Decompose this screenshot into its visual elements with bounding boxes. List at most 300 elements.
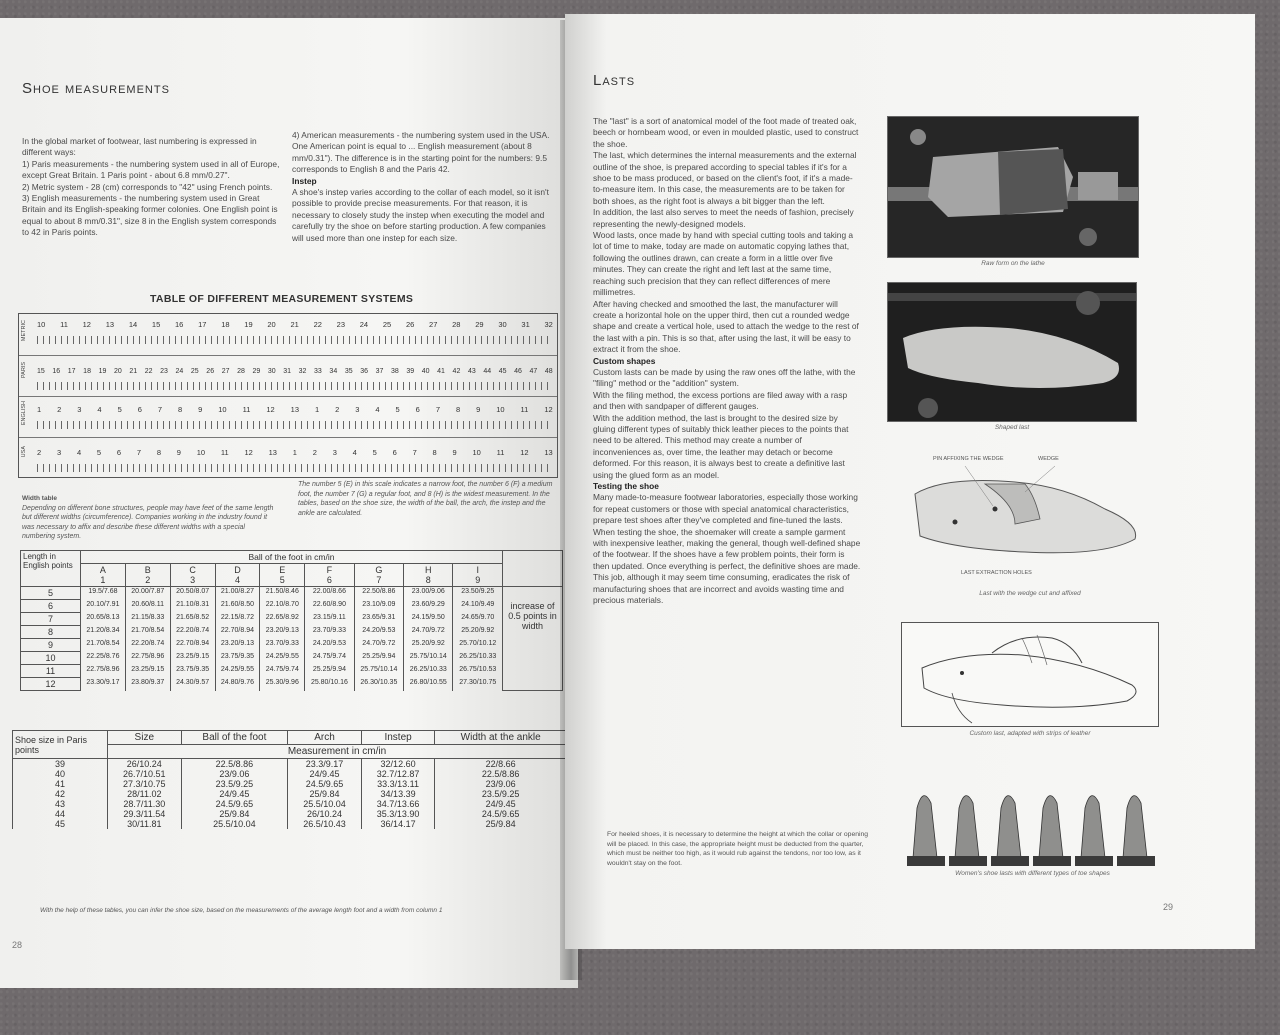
table-cell: 23.60/9.29	[404, 600, 453, 613]
table-cell: 21.70/8.54	[81, 639, 126, 652]
table-cell: 24.70/9.72	[404, 626, 453, 639]
scale-number: 48	[544, 368, 553, 375]
intro-paragraph: 3) English measurements - the numbering system used in Great Britain and its English-speaking former colonies. One English point is equal to about 8 mm/0.31", size 8 in the English system corresponds to 42 in Paris points.	[22, 193, 278, 238]
scale-number: 3	[56, 448, 62, 457]
scale-number: 35	[344, 368, 353, 375]
table-cell: 26/10.24	[108, 759, 182, 770]
scale-number: 20	[113, 368, 122, 375]
scale-number: 7	[157, 405, 163, 414]
table-cell: 24/9.45	[288, 769, 362, 779]
table-cell: 21.60/8.50	[215, 600, 260, 613]
table-cell: 23.75/9.35	[170, 665, 215, 678]
scale-label: PARIS	[21, 362, 27, 379]
intro-paragraph: 1) Paris measurements - the numbering system used in all of Europe, except Great Britain. 1 Paris point - about 6.8 mm/0.27".	[22, 158, 280, 181]
table-cell: 24.20/9.53	[354, 626, 403, 639]
table-cell: 24.65/9.70	[453, 613, 503, 626]
scale-number: 10	[37, 320, 46, 329]
table-cell: 26.30/10.35	[354, 678, 403, 691]
paragraph: Many made-to-measure footwear laboratories, especially those working for repeat customers or those with special anatomical characteristics, prepare test shoes after they've completed and fine-tuned the lasts. When testing the shoe, the shoemaker will create a sample garment with inexpensive leather, making the general, though well-defined shape of the footwear. If the shoes have a few problem points, their form is then updated. Once everything is perfect, the definitive shoes are made.	[593, 492, 861, 571]
row-length: 10	[21, 652, 81, 665]
table-cell: 21.20/8.34	[81, 626, 126, 639]
table-cell: 21.10/8.31	[170, 600, 215, 613]
scale-number: 6	[137, 405, 142, 414]
table-cell: 22.70/8.94	[215, 626, 260, 639]
scale-number: 8	[455, 405, 461, 414]
table-cell: 25.70/10.12	[453, 639, 503, 652]
scale-number: 40	[421, 368, 430, 375]
scale-number: 24	[175, 368, 184, 375]
scale-number: 30	[498, 320, 507, 329]
table-cell: 25/9.84	[435, 819, 567, 829]
scale-number: 10	[472, 448, 481, 457]
scale-number: 45	[498, 368, 507, 375]
table-cell: 24.80/9.76	[215, 678, 260, 691]
column-header: C 3	[170, 564, 215, 587]
column-header: A 1	[81, 564, 126, 587]
column-header: H 8	[404, 564, 453, 587]
table-cell: 24.25/9.55	[260, 652, 305, 665]
table-cell: 30/11.81	[108, 819, 182, 829]
width-table-label: Width table	[22, 495, 57, 502]
table-cell: 23.65/9.31	[354, 613, 403, 626]
paragraph: Wood lasts, once made by hand with special cutting tools and taking a lot of time to make, today are made on automatic copying lathes that, following the outlines drawn, can create a form in a little over five minutes. They can create the right and left last at the same time, reaching such precision that they can reflect differences of mere millimetres.	[593, 230, 854, 298]
scale-number: 31	[521, 320, 530, 329]
intro-paragraph: In the global market of footwear, last numbering is expressed in different ways:	[22, 136, 257, 158]
width-note-text: Depending on different bone structures, people may have feet of the same length but different widths (circumference). Companies working in the industry found it was necessary to affix and describe these different widths with a special numbering system.	[22, 504, 274, 540]
wedge-last-drawing	[905, 464, 1155, 574]
table-cell: 26.25/10.33	[453, 652, 503, 665]
custom-last-drawing	[901, 622, 1159, 727]
scale-number: 7	[435, 405, 440, 414]
table-header: Ball of the foot	[181, 731, 288, 745]
table-cell: 45	[13, 819, 108, 829]
lathe-caption: Raw form on the lathe	[981, 260, 1045, 267]
scale-number: 13	[544, 448, 553, 457]
left-page-title: Shoe measurements	[22, 80, 170, 97]
table-cell: 22/8.66	[435, 759, 567, 770]
scale-number: 12	[544, 405, 553, 414]
table-cell: 43	[13, 799, 108, 809]
column-header: G 7	[354, 564, 403, 587]
scale-number: 34	[329, 368, 338, 375]
table-cell: 24.5/9.65	[288, 779, 362, 789]
scale-ticks	[37, 336, 553, 344]
table-cell: 22.25/8.76	[81, 652, 126, 665]
table-cell: 23.3/9.17	[288, 759, 362, 770]
paragraph: In addition, the last also serves to meet the needs of fashion, precisely representing the newly-designed models.	[593, 207, 854, 229]
shaped-last-caption: Shaped last	[994, 424, 1030, 431]
scale-number: 6	[116, 448, 122, 457]
lathe-photo	[887, 116, 1139, 258]
table-cell: 21.15/8.33	[125, 613, 170, 626]
table-cell: 19.5/7.68	[81, 587, 126, 600]
scale-label: METRIC	[21, 320, 27, 342]
table-corner: Shoe size in Paris points	[13, 731, 108, 759]
heel-note: For heeled shoes, it is necessary to determine the height at which the collar or opening will be placed. In this case, the appropriate height must be deducted from the quarter, which must be neither too high, as it would rub against the tendons, nor too low, as it wouldn't stay on the foot.	[607, 831, 869, 867]
shaped-last-photo	[887, 282, 1137, 422]
width-note-left	[22, 494, 278, 542]
scale-number: 11	[496, 448, 505, 457]
column-header: I 9	[453, 564, 503, 587]
scale-number: 23	[336, 320, 346, 329]
scale-numbers	[37, 405, 553, 414]
scale-number: 6	[415, 405, 420, 414]
shoe-size-table	[12, 730, 567, 829]
scale-number: 13	[105, 320, 115, 329]
table-cell: 20.50/8.07	[170, 587, 215, 600]
scale-number: 19	[98, 368, 107, 375]
table-cell: 26.75/10.53	[453, 665, 503, 678]
paragraph: The last, which determines the internal measurements and the external outline of the shoe, is prepared according to special tables if it's for a shoe to be mass produced, or based on the client's foot, if it's a made-to-measure item. In this case, the measurements are to be taken for both shoes, as the right foot is always a bit bigger than the left.	[593, 150, 857, 206]
table-cell: 25.20/9.92	[453, 626, 503, 639]
scale-number: 4	[97, 405, 102, 414]
scale-number: 5	[372, 448, 377, 457]
table-header: Instep	[361, 731, 435, 745]
table-row	[13, 819, 567, 829]
table-cell: 22.50/8.86	[354, 587, 403, 600]
table-header: Ball of the foot in cm/in	[81, 551, 503, 564]
paragraph: With the filing method, the excess portions are filed away with a rasp and then with sandpaper of different gauges.	[593, 389, 848, 412]
table-cell: 25.75/10.14	[354, 665, 403, 678]
table-cell: 22.75/8.96	[125, 652, 170, 665]
scale-number: 9	[452, 448, 457, 457]
table-cell: 25.25/9.94	[354, 652, 403, 665]
scale-number: 20	[267, 320, 276, 329]
table-cell: 21.50/8.46	[260, 587, 305, 600]
scale-number: 26	[206, 368, 215, 375]
scale-number: 3	[77, 405, 82, 414]
table-row	[13, 759, 567, 770]
table-cell: 22.00/8.66	[305, 587, 354, 600]
scale-number: 30	[267, 368, 276, 375]
column-header: D 4	[215, 564, 260, 587]
scale-number: 6	[392, 448, 397, 457]
table-body	[21, 587, 563, 691]
scale-number: 38	[390, 368, 399, 375]
custom-shapes-heading: Custom shapes	[593, 355, 656, 366]
table-cell: 23.00/9.06	[404, 587, 453, 600]
scale-row-paris	[19, 355, 557, 396]
scale-number: 1	[292, 448, 297, 457]
table-body	[13, 759, 567, 830]
width-increase-note: increase of 0.5 points in width	[503, 587, 563, 691]
table-cell: 26.25/10.33	[404, 665, 453, 678]
table-row	[13, 799, 567, 809]
column-header: B 2	[125, 564, 170, 587]
scale-number: 12	[266, 405, 275, 414]
scale-number: 7	[136, 448, 142, 457]
row-length: 12	[21, 678, 81, 691]
table-cell: 20.60/8.11	[125, 600, 170, 613]
womens-lasts-caption: Women's shoe lasts with different types of toe shapes	[955, 870, 1110, 877]
table-cell: 22.75/8.96	[81, 665, 126, 678]
table-cell: 23.75/9.35	[215, 652, 260, 665]
scale-number: 28	[452, 320, 461, 329]
column-header: F 6	[305, 564, 354, 587]
table-header: Width at the ankle	[435, 731, 567, 745]
right-page-title: Lasts	[593, 72, 636, 89]
table-cell: 22.60/8.90	[305, 600, 354, 613]
table-cell: 24.30/9.57	[170, 678, 215, 691]
testing-heading: Testing the shoe	[593, 481, 659, 491]
instep-text: A shoe's instep varies according to the collar of each model, so it isn't possible to provide precise measurements. For that reason, it is necessary to closely study the instep when executing the model and carefully try the shoe on before starting production. A few companies will used more than one instep for each size.	[292, 187, 549, 243]
scale-row-usa	[19, 437, 557, 478]
scale-label: ENGLISH	[21, 401, 27, 426]
table-cell: 24.75/9.74	[260, 665, 305, 678]
scale-number: 10	[218, 405, 227, 414]
womens-lasts-photo	[905, 778, 1160, 868]
scale-number: 9	[476, 405, 481, 414]
scale-row-metric	[19, 314, 557, 355]
table-cell: 22.15/8.72	[215, 613, 260, 626]
table-cell: 23/9.06	[435, 779, 567, 789]
scale-number: 10	[196, 448, 206, 457]
scale-number: 8	[432, 448, 437, 457]
scale-number: 12	[244, 448, 253, 457]
scale-number: 31	[283, 368, 292, 375]
table-cell: 20.65/8.13	[81, 613, 126, 626]
wedge-label: WEDGE	[1038, 456, 1059, 462]
paragraph: After having checked and smoothed the last, the manufacturer will create a horizontal hole on the upper third, then cut a rounded wedge shape and create a vertical hole, used to attach the wedge to the rest of the last with a pin. This is so that, after using the last, it will be easy to extract it from the shoe.	[593, 298, 859, 355]
table-cell: 21.00/8.27	[215, 587, 260, 600]
row-length: 11	[21, 665, 81, 678]
page-number: 29	[1163, 902, 1174, 912]
row-length: 7	[21, 613, 81, 626]
scale-number: 22	[144, 368, 153, 375]
table-cell: 23.20/9.13	[260, 626, 305, 639]
scale-number: 5	[395, 405, 400, 414]
table-cell: 25.80/10.16	[305, 678, 354, 691]
table-cell: 26.80/10.55	[404, 678, 453, 691]
table-cell: 25.20/9.92	[404, 639, 453, 652]
scale-number: 44	[483, 368, 492, 375]
lathe-image	[888, 117, 1139, 258]
right-page	[565, 14, 1255, 949]
scale-number: 22	[313, 320, 322, 329]
table-cell: 27.3/10.75	[108, 779, 182, 789]
table-cell: 33.3/13.11	[361, 779, 435, 789]
table-cell: 23.5/9.25	[435, 789, 567, 799]
table-row	[21, 639, 563, 652]
scale-number: 9	[176, 448, 181, 457]
scale-numbers	[37, 448, 553, 457]
scale-number: 2	[335, 405, 340, 414]
table-cell: 22.5/8.86	[435, 769, 567, 779]
table-cell: 41	[13, 779, 108, 789]
scale-number: 4	[76, 448, 82, 457]
custom-last-caption: Custom last, adapted with strips of leather	[969, 730, 1091, 737]
table-cell: 23.70/9.33	[260, 639, 305, 652]
scale-number: 16	[175, 320, 184, 329]
left-page	[0, 18, 578, 988]
table-cell: 44	[13, 809, 108, 819]
table-cell: 36/14.17	[361, 819, 435, 829]
table-cell: 22.5/8.86	[181, 759, 288, 770]
column-header: E 5	[260, 564, 305, 587]
table-cell: 25.5/10.04	[181, 819, 288, 829]
scale-number: 2	[37, 448, 42, 457]
scale-number: 26	[405, 320, 415, 329]
table-cell: 34/13.39	[361, 789, 435, 799]
row-length: 9	[21, 639, 81, 652]
scale-number: 16	[52, 368, 61, 375]
scale-number: 46	[514, 368, 522, 375]
table-cell: 27.30/10.75	[453, 678, 503, 691]
scale-numbers	[37, 368, 553, 375]
table-row	[21, 587, 563, 600]
scale-number: 3	[355, 405, 360, 414]
scale-number: 41	[437, 368, 445, 375]
table-row	[13, 789, 567, 799]
scale-number: 5	[117, 405, 122, 414]
table-subheader: Measurement in cm/in	[108, 745, 567, 759]
table-cell: 23/9.06	[181, 769, 288, 779]
scale-number: 21	[290, 320, 299, 329]
table-cell: 24.25/9.55	[215, 665, 260, 678]
table-cell: 32/12.60	[361, 759, 435, 770]
scale-number: 19	[244, 320, 253, 329]
scale-number: 11	[220, 448, 229, 457]
table-cell: 39	[13, 759, 108, 770]
table-row	[21, 652, 563, 665]
table-cell: 34.7/13.66	[361, 799, 435, 809]
scale-number: 2	[57, 405, 62, 414]
scale-number: 1	[314, 405, 320, 414]
table-header: Arch	[288, 731, 362, 745]
table-corner: Length in English points	[21, 551, 81, 587]
scale-ticks	[37, 464, 553, 472]
table-cell: 25.75/10.14	[404, 652, 453, 665]
table-cell: 25.25/9.94	[305, 665, 354, 678]
row-length: 8	[21, 626, 81, 639]
table-cell: 21.65/8.52	[170, 613, 215, 626]
scale-number: 25	[382, 320, 392, 329]
table-cell: 22.20/8.74	[125, 639, 170, 652]
page-number: 28	[12, 940, 23, 950]
scale-label: USA	[21, 446, 27, 458]
table-cell: 26.5/10.43	[288, 819, 362, 829]
table-cell: 26/10.24	[288, 809, 362, 819]
scale-number: 13	[290, 405, 299, 414]
scale-ticks	[37, 421, 553, 429]
scale-number: 42	[452, 368, 461, 375]
table-cell: 22.10/8.70	[260, 600, 305, 613]
scale-number: 18	[83, 368, 91, 375]
scale-number: 15	[151, 320, 161, 329]
intro-column-2	[292, 130, 554, 244]
table-cell: 24.70/9.72	[354, 639, 403, 652]
table-cell: 26.7/10.51	[108, 769, 182, 779]
table-cell: 22.65/8.92	[260, 613, 305, 626]
scale-number: 11	[242, 405, 251, 414]
table-cell: 23.50/9.25	[453, 587, 503, 600]
intro-paragraph: 4) American measurements - the numbering system used in the USA. One American point is equal to ... English measurement (about 8 mm/0.31"). The difference is in the starting point for the numbers: 9.5 corresponds to English 8 and the Paris 42.	[292, 130, 550, 175]
scale-number: 43	[467, 368, 476, 375]
scale-number: 11	[520, 405, 529, 414]
scale-number: 13	[268, 448, 277, 457]
table-cell: 29.3/11.54	[108, 809, 182, 819]
scale-ticks	[37, 382, 553, 390]
table-cell: 21.70/8.54	[125, 626, 170, 639]
scale-number: 17	[67, 368, 76, 375]
table-cell: 28.7/11.30	[108, 799, 182, 809]
table-cell: 24.20/9.53	[305, 639, 354, 652]
table-cell: 23.15/9.11	[305, 613, 354, 626]
paragraph: With the addition method, the last is brought to the desired size by gluing different types of suitably thick leather pieces to the points that need to be altered. This method may create a number of inconveniences as, over time, the leather may detach or become deformed. For this reason, it is always best to create a definitive last using the glued form as an model.	[593, 412, 849, 480]
table-row	[21, 626, 563, 639]
scale-number: 12	[520, 448, 529, 457]
scale-number: 11	[60, 320, 68, 329]
intro-column-1	[22, 136, 280, 239]
lasts-text	[593, 116, 861, 606]
table-cell: 25.30/9.96	[260, 678, 305, 691]
scale-number: 8	[156, 448, 161, 457]
paragraph: This job, although it may seem time consuming, eradicates the risk of manufacturing shoes that are incorrect and avoids wasting time and precious materials.	[593, 572, 850, 606]
scale-number: 33	[314, 368, 322, 375]
scale-number: 24	[359, 320, 369, 329]
scale-number: 25	[190, 368, 199, 375]
scale-number: 27	[429, 320, 438, 329]
scale-numbers	[37, 320, 553, 329]
holes-label: LAST EXTRACTION HOLES	[961, 570, 1032, 576]
scale-table-title: TABLE OF DIFFERENT MEASUREMENT SYSTEMS	[150, 293, 414, 305]
scale-number: 36	[360, 368, 368, 375]
measurement-scale	[18, 313, 558, 478]
row-length: 5	[21, 587, 81, 600]
table-cell: 23.5/9.25	[181, 779, 288, 789]
scale-number: 39	[406, 368, 415, 375]
table-cell: 24/9.45	[181, 789, 288, 799]
table-row	[21, 678, 563, 691]
table-cell: 20.00/7.87	[125, 587, 170, 600]
table-column-headers	[21, 564, 563, 587]
table-cell: 24.10/9.49	[453, 600, 503, 613]
scale-number: 37	[375, 368, 384, 375]
table-header: Size	[108, 731, 182, 745]
table-row	[13, 809, 567, 819]
wedge-diagram	[905, 454, 1155, 584]
scale-number: 27	[221, 368, 230, 375]
table-cell: 20.10/7.91	[81, 600, 126, 613]
width-note-right: The number 5 (E) in this scale indicates a narrow foot, the number 6 (F) a medium foot, the number 7 (G) a regular foot, and 8 (H) is the widest measurement. In the tables, based on the shoe size, the width of the ball, the arch, the instep and the ankle are calculated.	[298, 481, 553, 517]
table-cell: 25.5/10.04	[288, 799, 362, 809]
scale-number: 10	[496, 405, 505, 414]
scale-number: 7	[412, 448, 417, 457]
footnote: With the help of these tables, you can infer the shoe size, based on the measurements of the average length foot and a width from column 1	[40, 907, 443, 914]
scale-number: 17	[198, 320, 207, 329]
pin-label: PIN AFFIXING THE WEDGE	[933, 456, 1004, 462]
scale-row-english	[19, 396, 557, 437]
scale-number: 3	[332, 448, 337, 457]
table-header-empty	[503, 551, 563, 587]
table-cell: 24.15/9.50	[404, 613, 453, 626]
scale-number: 1	[37, 405, 42, 414]
table-cell: 23.80/9.37	[125, 678, 170, 691]
scale-number: 47	[529, 368, 538, 375]
paragraph: The "last" is a sort of anatomical model of the foot made of treated oak, beech or hornbeam wood, or even in moulded plastic, used to construct the shoe.	[593, 116, 859, 149]
womens-lasts-image	[905, 778, 1160, 868]
table-cell: 25/9.84	[181, 809, 288, 819]
scale-number: 14	[128, 320, 138, 329]
scale-number: 5	[96, 448, 102, 457]
shaped-last-image	[888, 283, 1137, 422]
table-cell: 35.3/13.90	[361, 809, 435, 819]
scale-number: 8	[177, 405, 183, 414]
scale-number: 28	[237, 368, 245, 375]
paragraph: Custom lasts can be made by using the raw ones off the lathe, with the "filing" method or the "addition" system.	[593, 366, 856, 389]
ball-of-foot-table	[20, 550, 563, 691]
scale-number: 18	[221, 320, 230, 329]
